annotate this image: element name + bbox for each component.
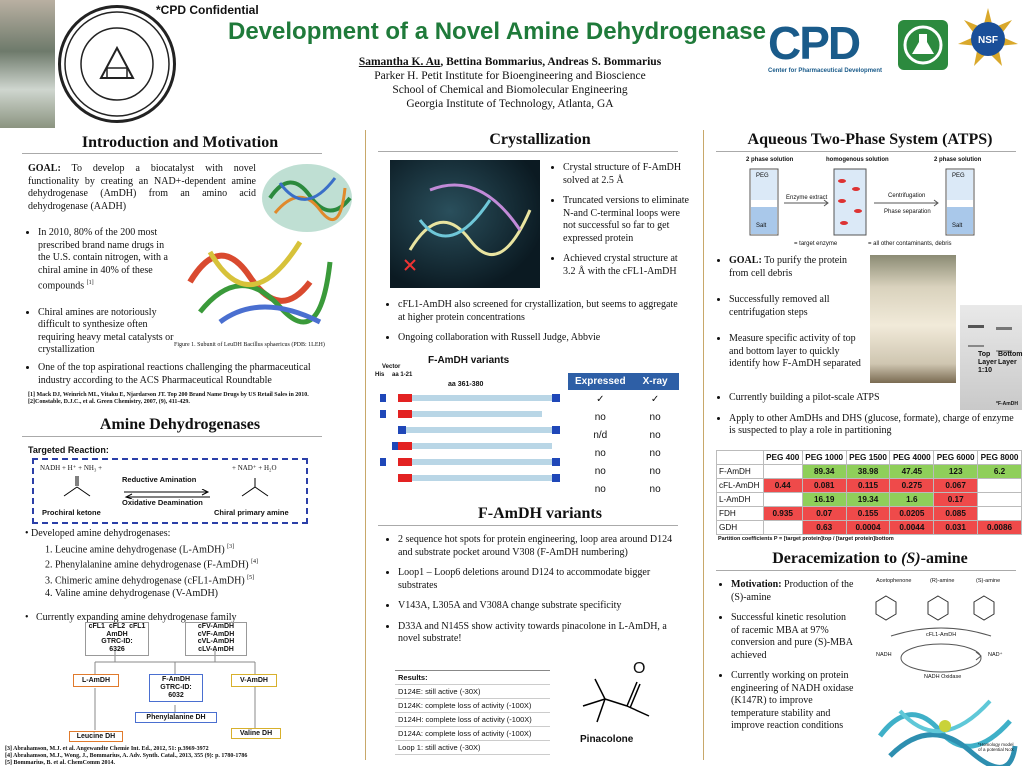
nox-caption: *Homology model of a potential NoX <box>978 742 1014 752</box>
variants-cell: ✓ <box>650 393 660 405</box>
pc-cell <box>763 521 802 535</box>
cryst-bullets <box>550 162 690 286</box>
intro-line <box>22 153 322 154</box>
deracem-line <box>716 570 1016 571</box>
amdh-item-2 <box>25 556 355 572</box>
nsf-text: NSF <box>978 35 998 46</box>
amine-ref-4: [4] Abrahamson, M.J., Wong, J., Bommarius, A. Adv. Synth. Catal., 2013, 355 (9): p. 1780-1786 <box>5 753 248 759</box>
intro-title: Introduction and Motivation <box>81 134 279 151</box>
amdh-item-3-text: 3. Chimeric amine dehydrogenase (cFL1-AmDH) <box>45 575 245 587</box>
atps-bullet-2: • Successfully removed all centrifugation steps <box>729 294 866 319</box>
reaction-box <box>32 458 308 524</box>
amine-ref-3: [3] Abrahamson, M.J. et al. Angewandte Chemie Int. Ed., 2012, 51: p.3969-3972 <box>5 746 209 752</box>
crystal-structure-image <box>390 160 540 288</box>
tree-amdh: AmDH <box>106 630 128 638</box>
scheme-acetophenone: Acetophenone <box>876 578 912 584</box>
result-row: D124E: still active (-30X) <box>395 685 550 699</box>
oxidative-label: Oxidative Deamination <box>122 498 203 507</box>
pc-cell: 0.115 <box>846 479 890 493</box>
flask-logo <box>898 20 948 70</box>
deracem-title-s: (S) <box>901 550 921 567</box>
tree-gtrc-1: GTRC-ID: <box>101 638 133 645</box>
developed-list <box>25 528 355 625</box>
amdh-item-4: 4. Valine amine dehydrogenase (V-AmDH) <box>45 587 219 599</box>
family-bullet-text: Currently expanding amine dehydrogenase family <box>36 612 237 624</box>
tree-cfl1b: cFL1 <box>129 623 146 630</box>
variants-cell: no <box>649 429 661 441</box>
prochiral-label: Prochiral ketone <box>42 508 101 517</box>
pc-header: PEG 4000 <box>890 451 934 465</box>
result-row: D124A: complete loss of activity (-100X) <box>395 727 550 741</box>
pc-cell: 19.34 <box>846 493 890 507</box>
intro-bullet-2: • Chiral amines are notoriously difficult to synthesize often requiring heavy metal catalysts or crystallization <box>38 307 175 357</box>
pinacolone-structure <box>575 660 665 734</box>
tree-box-famdh <box>149 674 203 702</box>
deracem-motivation-label: Motivation: <box>731 579 782 590</box>
amdh-item-1-ref: [3] <box>227 543 235 550</box>
cryst-bullets-2 <box>385 299 685 353</box>
intro-ref-a: [1] Mack DJ, Weinrich ML, Vitaku E, Njardarson JT. Top 200 Brand Name Drugs by US Retail Sales in 2010. <box>28 392 309 398</box>
affiliation-1: Parker H. Petit Institute for Bioengineering and Bioscience <box>374 70 646 82</box>
atps-bullet-5: • Apply to other AmDHs and DHS (glucose, formate), charge of enzyme is suspected to play a role in partitioning <box>729 413 1021 438</box>
variants-cell: no <box>649 465 661 477</box>
authors-block <box>330 55 690 111</box>
pc-cell: 0.081 <box>802 479 846 493</box>
tree-gtrc-2: GTRC-ID: <box>160 684 192 691</box>
pc-header: PEG 1000 <box>802 451 846 465</box>
pc-cell: 0.63 <box>802 521 846 535</box>
tree-cvl: cVL-AmDH <box>197 638 235 645</box>
cryst-bullet-3: • Achieved crystal structure at 3.2 Å with the cFL1-AmDH <box>563 253 690 278</box>
pc-cell <box>763 465 802 479</box>
vector-label: Vector <box>382 364 401 370</box>
confidential-label: *CPD Confidential <box>156 3 259 17</box>
atps-label-1: 2 phase solution <box>746 157 794 163</box>
pc-cell: 0.17 <box>934 493 978 507</box>
variants-cell: no <box>594 483 606 495</box>
variants-cell: ✓ <box>596 393 605 405</box>
nox-model-image <box>870 686 1020 766</box>
amine-line <box>22 436 322 437</box>
results-header: Results: <box>395 671 550 685</box>
scheme-nadh: NADH <box>876 652 892 658</box>
aa121-label: aa 1-21 <box>392 372 413 378</box>
construct-row-2 <box>380 410 542 418</box>
variants-row <box>569 426 679 444</box>
atps-bullet-3: • Measure specific activity of top and bottom layer to quickly identify how F-AmDH separated <box>729 333 866 371</box>
reaction-arrows <box>122 486 212 496</box>
amine-title: Amine Dehydrogenases <box>99 416 261 433</box>
pc-cell: 0.0044 <box>890 521 934 535</box>
construct-bars <box>378 390 564 490</box>
divider-2 <box>703 130 704 760</box>
scheme-samine: (S)-amine <box>976 578 1001 584</box>
atps-label-3: 2 phase solution <box>934 157 982 163</box>
tree-box-lamdh: L-AmDH <box>73 674 119 687</box>
pc-header: PEG 8000 <box>978 451 1022 465</box>
aa361-label: aa 361-380 <box>448 381 484 388</box>
pc-cell: 0.07 <box>802 507 846 521</box>
affiliation-3: Georgia Institute of Technology, Atlanta, GA <box>406 98 614 110</box>
variants-bullet-4: • D33A and N145S show activity towards pinacolone in L-AmDH, a novel substrate! <box>398 621 685 646</box>
variants-cell: no <box>594 411 606 423</box>
amine-ref-5: [5] Bommarius, B. et al. ChemComm 2014. <box>5 760 115 766</box>
variants-cell: no <box>594 465 606 477</box>
gel-note: *F-AmDH <box>996 401 1018 407</box>
pc-cell <box>978 507 1022 521</box>
developed-heading-text: Developed amine dehydrogenases: <box>31 528 171 539</box>
cryst-bullet-5: • Ongoing collaboration with Russell Judge, Abbvie <box>398 332 685 345</box>
atps-bullets-1 <box>716 255 866 379</box>
pc-rowname: GDH <box>717 521 764 535</box>
tree-clv: cLV-AmDH <box>198 645 234 653</box>
pc-cell: 0.44 <box>763 479 802 493</box>
variants-row <box>569 408 679 426</box>
pc-rowname: F-AmDH <box>717 465 764 479</box>
pc-cell: 0.935 <box>763 507 802 521</box>
pc-cell <box>978 479 1022 493</box>
amdh-item-3-ref: [5] <box>247 575 255 582</box>
deracem-title-post: -amine <box>920 550 968 567</box>
deracem-motivation-text: Production of the (S)-amine <box>731 579 854 603</box>
intro-ref-b: [2]Constable, D.J.C., et al. Green Chemistry, 2007, (9), 411-429. <box>28 399 190 405</box>
cpd-logo <box>768 18 898 78</box>
divider-1 <box>365 130 366 760</box>
construct-row-4 <box>392 442 552 450</box>
atps-salt-1: Salt <box>756 223 767 229</box>
amdh-item-1 <box>25 541 355 557</box>
scheme-enzyme: cFL1-AmDH <box>926 632 957 638</box>
atps-peg-1: PEG <box>756 173 769 179</box>
variants-diagram-title: F-AmDH variants <box>428 355 510 366</box>
pc-cell: 47.45 <box>890 465 934 479</box>
variants-row <box>569 390 679 409</box>
pc-cell: 1.6 <box>890 493 934 507</box>
tree-cfl2: cFL2 <box>108 623 126 630</box>
nadh-text: NADH + H⁺ + NH₃ + <box>40 464 103 472</box>
construct-row-1 <box>380 394 560 402</box>
pc-cell: 0.0004 <box>846 521 890 535</box>
intro-goal <box>28 163 256 213</box>
pc-cell: 38.98 <box>846 465 890 479</box>
pc-cell: 16.19 <box>802 493 846 507</box>
pc-cell: 123 <box>934 465 978 479</box>
developed-heading: • Developed amine dehydrogenases: <box>25 528 171 539</box>
deracem-bullets <box>718 579 856 741</box>
result-row: Loop 1: still active (-30X) <box>395 741 550 755</box>
tree-gtrc-1-id: 6326 <box>109 645 125 653</box>
pc-row <box>717 493 1022 507</box>
intro-bullets <box>25 227 175 365</box>
ketone-structure <box>56 474 96 504</box>
targeted-label: Targeted Reaction: <box>28 445 109 455</box>
subunit-image <box>170 222 345 340</box>
intro-bullet-3: • One of the top aspirational reactions challenging the pharmaceutical industry according to the ACS Pharmaceutical Roundtable <box>38 362 345 387</box>
family-tree <box>65 620 315 746</box>
variants-line <box>378 525 678 526</box>
cryst-line <box>378 151 678 152</box>
tree-box-chimeric-v <box>185 622 247 656</box>
pc-cell: 0.0205 <box>890 507 934 521</box>
pc-header-row <box>717 451 1022 465</box>
pc-row <box>717 465 1022 479</box>
deracem-bullet-2: • Successful kinetic resolution of racemic MBA at 97% conversion and pure (S)-MBA achieved <box>731 612 856 662</box>
results-box <box>395 670 550 755</box>
atps-goal-text: To purify the protein from cell debris <box>729 255 847 279</box>
pc-row <box>717 479 1022 493</box>
pc-header <box>717 451 764 465</box>
atps-phase-sep: Phase separation <box>884 209 931 215</box>
atps-bullet-4: • Currently building a pilot-scale ATPS <box>729 392 1021 405</box>
col-xray: X-ray <box>632 374 678 390</box>
tree-box-leucine: Leucine DH <box>69 731 123 742</box>
variants-cell: no <box>649 411 661 423</box>
atps-peg-2: PEG <box>952 173 965 179</box>
variants-bullet-1: • 2 sequence hot spots for protein engineering, loop area around D124 and substrate pocket around V308 (F-AmDH numbering) <box>398 534 685 559</box>
result-row: D124K: complete loss of activity (-100X) <box>395 699 550 713</box>
tree-cfv: cFV-AmDH <box>197 623 235 630</box>
pc-cell <box>763 493 802 507</box>
tree-box-vamdh: V-AmDH <box>231 674 277 687</box>
nsf-logo <box>956 6 1020 70</box>
scheme-nad: NAD⁺ <box>988 652 1003 658</box>
affiliation-2: School of Chemical and Biomolecular Engineering <box>392 84 628 96</box>
cpd-logo-sub: Center for Pharmaceutical Development <box>768 68 883 74</box>
pc-header: PEG 1500 <box>846 451 890 465</box>
result-row: D124H: complete loss of activity (-100X) <box>395 713 550 727</box>
pinacolone-o: O <box>633 660 646 677</box>
variants-row <box>569 462 679 480</box>
variants-title: F-AmDH variants <box>478 505 602 522</box>
pc-row <box>717 507 1022 521</box>
intro-bullet-1-text: In 2010, 80% of the 200 most prescribed brand name drugs in the U.S. contain nitrogen, with a chiral amine in 40% of these compounds <box>38 227 168 292</box>
atps-enzyme-extract: Enzyme extract <box>786 195 828 201</box>
his-label: His <box>375 372 385 378</box>
pc-cell: 0.085 <box>934 507 978 521</box>
tree-box-chimeric-fl <box>85 622 149 656</box>
atps-legend-2: = all other contaminants, debris <box>868 241 952 247</box>
deracem-title <box>716 550 1024 568</box>
beaker-photo <box>870 255 956 383</box>
tree-box-valine: Valine DH <box>231 728 281 739</box>
amdh-item-2-text: 2. Phenylalanine amine dehydrogenase (F-AmDH) <box>45 559 249 571</box>
deracem-bullet-1 <box>731 579 856 604</box>
partition-footnote: Partition coefficients P = [target protein]top / [target protein]bottom <box>718 536 894 542</box>
deracem-scheme <box>866 576 1016 682</box>
deracem-title-pre: Deracemization to <box>772 550 902 567</box>
pc-rowname: cFL-AmDH <box>717 479 764 493</box>
lead-author: Samantha K. Au <box>358 56 441 68</box>
tree-famdh: F-AmDH <box>162 676 190 683</box>
goal-label: GOAL: <box>28 163 61 174</box>
pc-cell: 0.155 <box>846 507 890 521</box>
pc-header: PEG 400 <box>763 451 802 465</box>
amine-structure <box>234 474 274 504</box>
variants-table <box>568 373 679 498</box>
variants-cell: n/d <box>593 429 608 441</box>
variants-row <box>569 444 679 462</box>
construct-row-3 <box>398 426 560 434</box>
atps-bullets-2 <box>716 392 1021 446</box>
atps-label-2: homogenous solution <box>826 157 889 163</box>
family-bullet: • Currently expanding amine dehydrogenase family <box>25 612 237 624</box>
cryst-bullet-1: • Crystal structure of F-AmDH solved at 2.5 Å <box>563 162 690 187</box>
cryst-bullet-2: • Truncated versions to eliminate N-and C-terminal loops were not successful so far to get expressed protein <box>563 195 690 245</box>
chiral-label: Chiral primary amine <box>214 508 289 517</box>
variants-cell: no <box>649 483 661 495</box>
seal-logo <box>58 5 176 123</box>
lab-photo <box>0 0 55 128</box>
atps-bullet-1 <box>729 255 866 280</box>
pinacolone-label: Pinacolone <box>580 734 634 745</box>
amdh-item-3 <box>25 572 355 588</box>
pc-header: PEG 6000 <box>934 451 978 465</box>
atps-goal-label: GOAL: <box>729 255 762 266</box>
poster-title: Development of a Novel Amine Dehydrogenase <box>228 18 766 45</box>
pc-cell: 89.34 <box>802 465 846 479</box>
pc-cell: 6.2 <box>978 465 1022 479</box>
variants-bullets <box>385 534 685 654</box>
tree-cvf: cVF-AmDH <box>197 630 235 638</box>
atps-line <box>716 151 1016 152</box>
figure-1-caption: Figure 1. Subunit of LeuDH Bacillus sphaericus (PDB: 1LEH) <box>174 342 325 348</box>
col-expressed: Expressed <box>569 374 633 390</box>
cryst-bullet-4: • cFL1-AmDH also screened for crystallization, but seems to aggregate at higher protein concentrations <box>398 299 685 324</box>
cpd-logo-text: CPD <box>768 17 860 69</box>
variants-header-row <box>569 374 679 390</box>
scheme-oxidase: NADH Oxidase <box>924 674 962 680</box>
intro-ref-1: [1] <box>86 280 94 286</box>
pc-cell <box>978 493 1022 507</box>
atps-centrifugation: Centrifugation <box>888 193 926 199</box>
goal-text: To develop a biocatalyst with novel functionality by creating an NAD+-dependent amine dehydrogenase (AmDH) from an amino acid dehydrogenase (AADH) <box>28 163 256 212</box>
pc-rowname: FDH <box>717 507 764 521</box>
pc-row <box>717 521 1022 535</box>
gel-top-label: Top Layer 1:10 <box>978 351 997 374</box>
other-authors: , Bettina Bommarius, Andreas S. Bommarius <box>440 56 662 68</box>
variants-row <box>569 480 679 498</box>
pc-cell: 0.0086 <box>978 521 1022 535</box>
tree-cfl1: cFL1 <box>88 623 105 630</box>
construct-row-6 <box>398 474 560 482</box>
pc-cell: 0.067 <box>934 479 978 493</box>
deracem-bullet-3: • Currently working on protein engineering of NADH oxidase (K147R) to improve temperature stability and improve reaction conditions <box>731 670 856 733</box>
variants-cell: no <box>594 447 606 459</box>
nad-text: + NAD⁺ + H₂O <box>232 464 277 472</box>
variants-cell: no <box>649 447 661 459</box>
atps-legend-1: = target enzyme <box>794 241 838 247</box>
atps-salt-2: Salt <box>952 223 963 229</box>
cryst-title: Crystallization <box>489 131 591 148</box>
amdh-item-1-text: 1. Leucine amine dehydrogenase (L-AmDH) <box>45 543 225 555</box>
pc-cell: 0.275 <box>890 479 934 493</box>
partition-table <box>716 450 1022 535</box>
intro-bullet-3-wrap <box>25 362 345 395</box>
tree-box-phenylalanine: Phenylalanine DH <box>135 712 217 723</box>
construct-row-5 <box>380 458 560 466</box>
amdh-item-2-ref: [4] <box>251 559 259 566</box>
pc-rowname: L-AmDH <box>717 493 764 507</box>
variants-bullet-2: • Loop1 – Loop6 deletions around D124 to accommodate bigger substrates <box>398 567 685 592</box>
scheme-ramine: (R)-amine <box>930 578 955 584</box>
pc-cell: 0.031 <box>934 521 978 535</box>
atps-title: Aqueous Two-Phase System (ATPS) <box>747 131 993 148</box>
atps-diagram <box>738 157 988 249</box>
intro-bullet-1 <box>38 227 175 293</box>
reductive-label: Reductive Amination <box>122 475 197 484</box>
tree-gtrc-2-id: 6032 <box>168 692 184 699</box>
variants-bullet-3: • V143A, L305A and V308A change substrate specificity <box>398 600 685 613</box>
gel-bottom-label: Bottom Layer <box>998 351 1023 366</box>
